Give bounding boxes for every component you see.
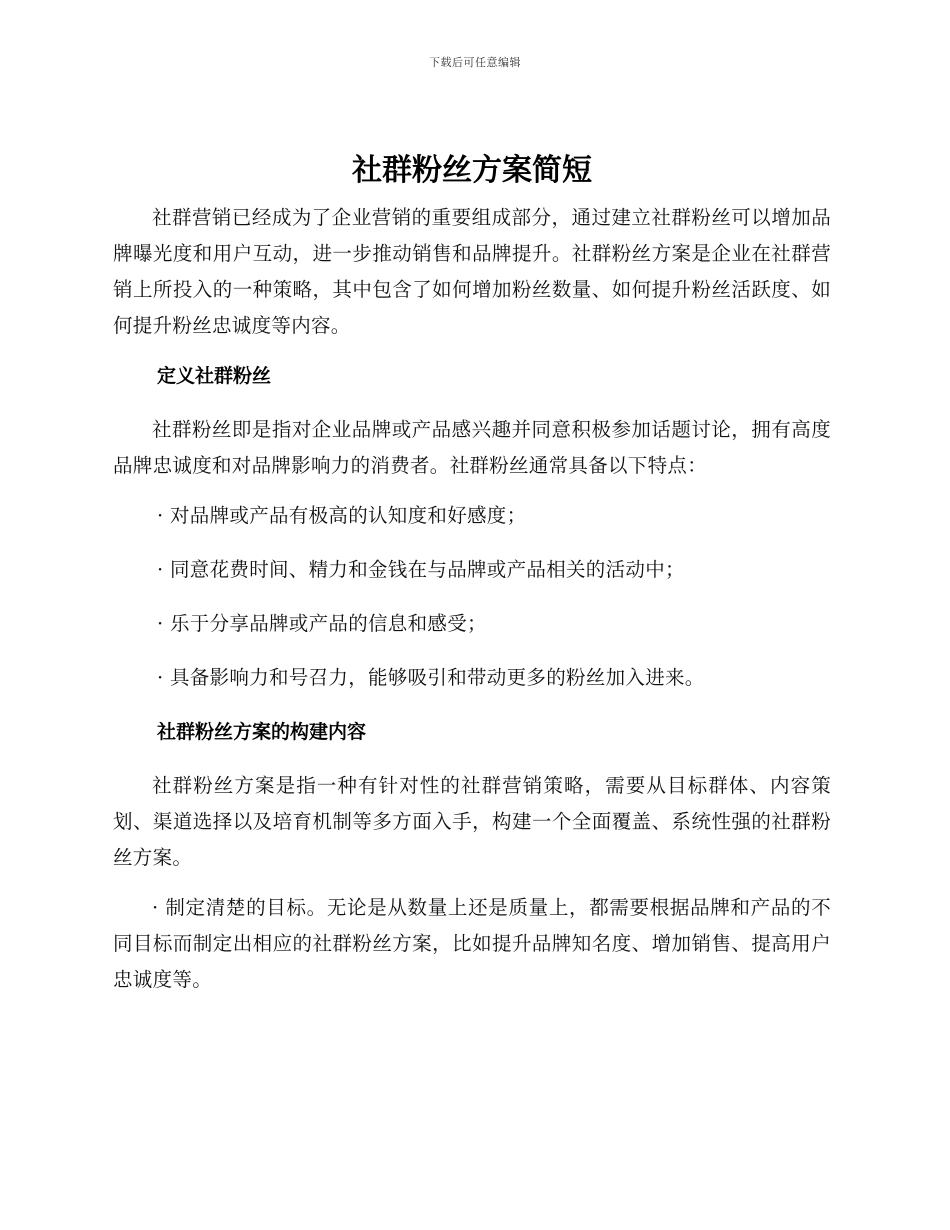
list-item: · 乐于分享品牌或产品的信息和感受；: [157, 612, 487, 635]
list-item: · 制定清楚的目标。无论是从数量上还是质量上，都需要根据品牌和产品的不同目标而制定出相应的社群粉丝方案，比如提升品牌知名度、增加销售、提高用户忠诚度等。: [113, 896, 831, 991]
definition-paragraph: 社群粉丝即是指对企业品牌或产品感兴趣并同意积极参加话题讨论，拥有高度品牌忠诚度和对品牌影响力的消费者。社群粉丝通常具备以下特点：: [113, 418, 831, 477]
construction-paragraph: 社群粉丝方案是指一种有针对性的社群营销策略，需要从目标群体、内容策划、渠道选择以及培育机制等多方面入手，构建一个全面覆盖、系统性强的社群粉丝方案。: [113, 774, 831, 869]
document-body: [113, 146, 831, 1012]
list-item: · 对品牌或产品有极高的认知度和好感度；: [157, 504, 527, 527]
intro-paragraph: 社群营销已经成为了企业营销的重要组成部分，通过建立社群粉丝可以增加品牌曝光度和用户互动，进一步推动销售和品牌提升。社群粉丝方案是企业在社群营销上所投入的一种策略，其中包含了如何增加粉丝数量、如何提升粉丝活跃度、如何提升粉丝忠诚度等内容。: [113, 206, 831, 337]
list-item: · 具备影响力和号召力，能够吸引和带动更多的粉丝加入进来。: [157, 666, 705, 689]
section-heading-construction: 社群粉丝方案的构建内容: [157, 721, 367, 743]
section-heading-definition: 定义社群粉丝: [157, 365, 272, 387]
list-item: · 同意花费时间、精力和金钱在与品牌或产品相关的活动中；: [157, 558, 685, 581]
header-note: 下载后可任意编辑: [429, 56, 521, 69]
document-title: 社群粉丝方案简短: [352, 153, 592, 188]
